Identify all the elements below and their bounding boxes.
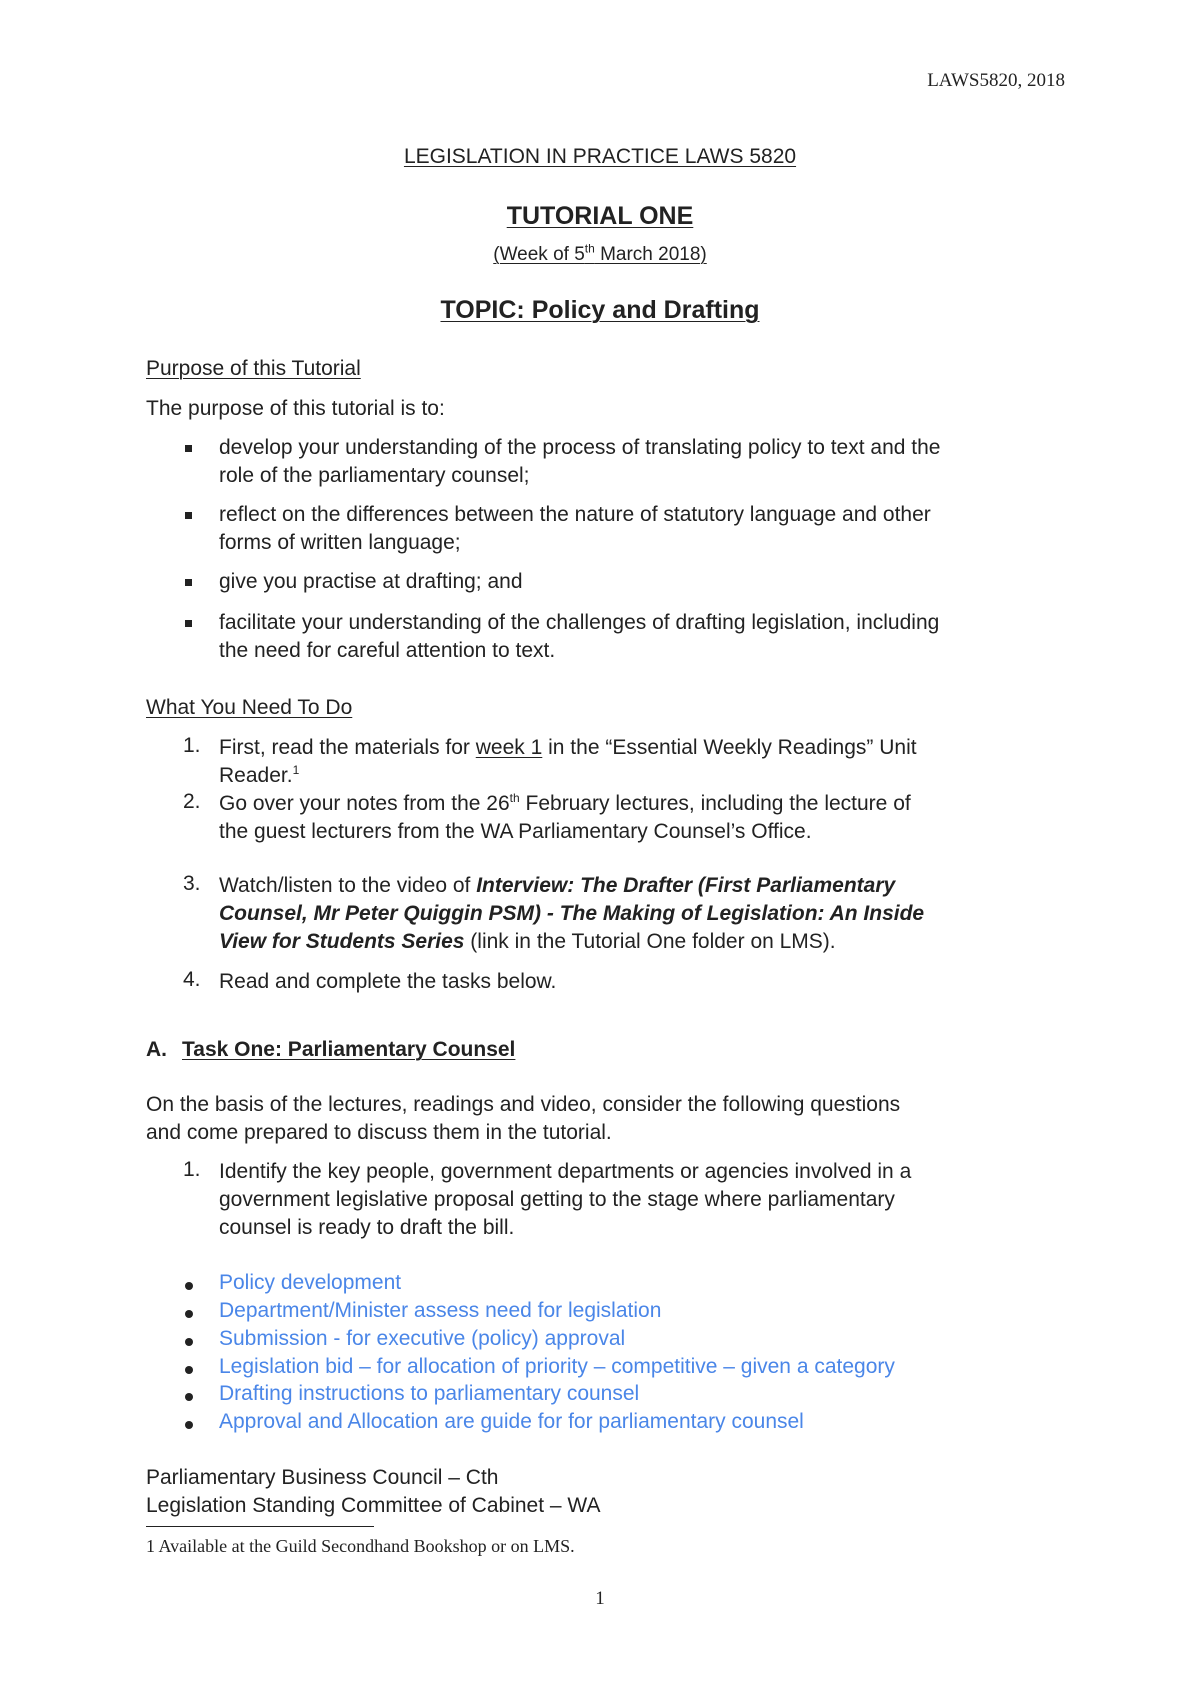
week-date bbox=[0, 241, 1200, 266]
todo-item-2-number: 2. bbox=[183, 790, 201, 813]
todo-item-4: Read and complete the tasks below. bbox=[219, 970, 557, 993]
purpose-bullet-2-line-2: forms of written language; bbox=[219, 531, 461, 554]
bullet-dot-icon bbox=[185, 1338, 193, 1346]
answer-item: Drafting instructions to parliamentary counsel bbox=[219, 1382, 640, 1405]
answer-item: Department/Minister assess need for legislation bbox=[219, 1299, 662, 1322]
header-course-code: LAWS5820, 2018 bbox=[927, 70, 1065, 91]
todo-item-3-line-1 bbox=[219, 872, 895, 900]
footnote-separator bbox=[146, 1526, 374, 1527]
bullet-square-icon bbox=[185, 512, 192, 519]
document-title: LEGISLATION IN PRACTICE LAWS 5820 bbox=[403, 145, 797, 168]
question-1-line-2: government legislative proposal getting to the stage where parliamentary bbox=[219, 1188, 895, 1211]
todo-item-3-line-3 bbox=[219, 928, 836, 956]
answer-item: Approval and Allocation are guide for for parliamentary counsel bbox=[219, 1410, 804, 1433]
bullet-dot-icon bbox=[185, 1393, 193, 1401]
purpose-bullet-2-line-1: reflect on the differences between the nature of statutory language and other bbox=[219, 503, 931, 526]
todo-item-3-tail: (link in the Tutorial One folder on LMS). bbox=[464, 930, 836, 953]
purpose-bullet-1-line-2: role of the parliamentary counsel; bbox=[219, 464, 530, 487]
week-suffix: March 2018) bbox=[594, 244, 707, 265]
bullet-dot-icon bbox=[185, 1310, 193, 1318]
todo-item-2-line-1 bbox=[219, 790, 911, 818]
answer-item: Submission - for executive (policy) approval bbox=[219, 1327, 626, 1350]
video-title-part-3: View for Students Series bbox=[219, 930, 465, 953]
todo-item-4-number: 4. bbox=[183, 968, 201, 991]
bullet-dot-icon bbox=[185, 1366, 193, 1374]
bullet-square-icon bbox=[185, 579, 192, 586]
todo-item-3-number: 3. bbox=[183, 872, 201, 895]
question-1-line-3: counsel is ready to draft the bill. bbox=[219, 1216, 515, 1239]
bullet-dot-icon bbox=[185, 1421, 193, 1429]
week-sup: th bbox=[584, 241, 595, 256]
answer-item: Policy development bbox=[219, 1271, 402, 1294]
todo-item-1-text-c: Reader. bbox=[219, 764, 293, 787]
week-1-link: week 1 bbox=[475, 736, 543, 759]
task-intro-line-1: On the basis of the lectures, readings and video, consider the following questions bbox=[146, 1093, 901, 1116]
question-1-line-1: Identify the key people, government departments or agencies involved in a bbox=[219, 1160, 912, 1183]
todo-item-2-text-a: Go over your notes from the 26 bbox=[219, 792, 510, 815]
footnote-reference: 1 bbox=[292, 763, 300, 777]
video-title-part-2: Counsel, Mr Peter Quiggin PSM) - The Making of Legislation: An Inside bbox=[219, 902, 925, 925]
purpose-bullet-4-line-1: facilitate your understanding of the challenges of drafting legislation, including bbox=[219, 611, 940, 634]
task-intro-line-2: and come prepared to discuss them in the tutorial. bbox=[146, 1121, 612, 1144]
question-1-number: 1. bbox=[183, 1158, 201, 1181]
todo-item-1-number: 1. bbox=[183, 734, 201, 757]
todo-item-1-line-2 bbox=[219, 762, 299, 790]
todo-item-1-text-a: First, read the materials for bbox=[219, 736, 476, 759]
todo-item-1-line-1 bbox=[219, 734, 917, 762]
bullet-square-icon bbox=[185, 620, 192, 627]
task-letter: A. bbox=[146, 1038, 167, 1061]
todo-item-1-text-b: in the “Essential Weekly Readings” Unit bbox=[542, 736, 917, 759]
note-line-2: Legislation Standing Committee of Cabinet – WA bbox=[146, 1494, 601, 1517]
task-one-heading: Task One: Parliamentary Counsel bbox=[182, 1038, 516, 1061]
todo-item-2-text-b: February lectures, including the lecture of bbox=[519, 792, 911, 815]
video-title-part-1: Interview: The Drafter (First Parliamentary bbox=[476, 874, 896, 897]
week-prefix: (Week of 5 bbox=[493, 244, 585, 265]
tutorial-title: TUTORIAL ONE bbox=[506, 202, 694, 230]
bullet-dot-icon bbox=[185, 1282, 193, 1290]
purpose-bullet-4-line-2: the need for careful attention to text. bbox=[219, 639, 556, 662]
purpose-bullet-1-line-1: develop your understanding of the process of translating policy to text and the bbox=[219, 436, 941, 459]
todo-item-2-sup: th bbox=[509, 791, 520, 805]
todo-item-2-line-2: the guest lecturers from the WA Parliamentary Counsel’s Office. bbox=[219, 820, 812, 843]
purpose-intro: The purpose of this tutorial is to: bbox=[146, 397, 445, 420]
purpose-heading: Purpose of this Tutorial bbox=[146, 357, 361, 380]
purpose-bullet-3: give you practise at drafting; and bbox=[219, 570, 523, 593]
todo-heading: What You Need To Do bbox=[146, 696, 353, 719]
todo-item-3-text-a: Watch/listen to the video of bbox=[219, 874, 477, 897]
page-number: 1 bbox=[595, 1588, 605, 1609]
answer-item: Legislation bid – for allocation of priority – competitive – given a category bbox=[219, 1355, 895, 1378]
bullet-square-icon bbox=[185, 445, 192, 452]
note-line-1: Parliamentary Business Council – Cth bbox=[146, 1466, 499, 1489]
topic-title: TOPIC: Policy and Drafting bbox=[440, 296, 760, 324]
footnote-text: 1 Available at the Guild Secondhand Bookshop or on LMS. bbox=[146, 1536, 575, 1556]
